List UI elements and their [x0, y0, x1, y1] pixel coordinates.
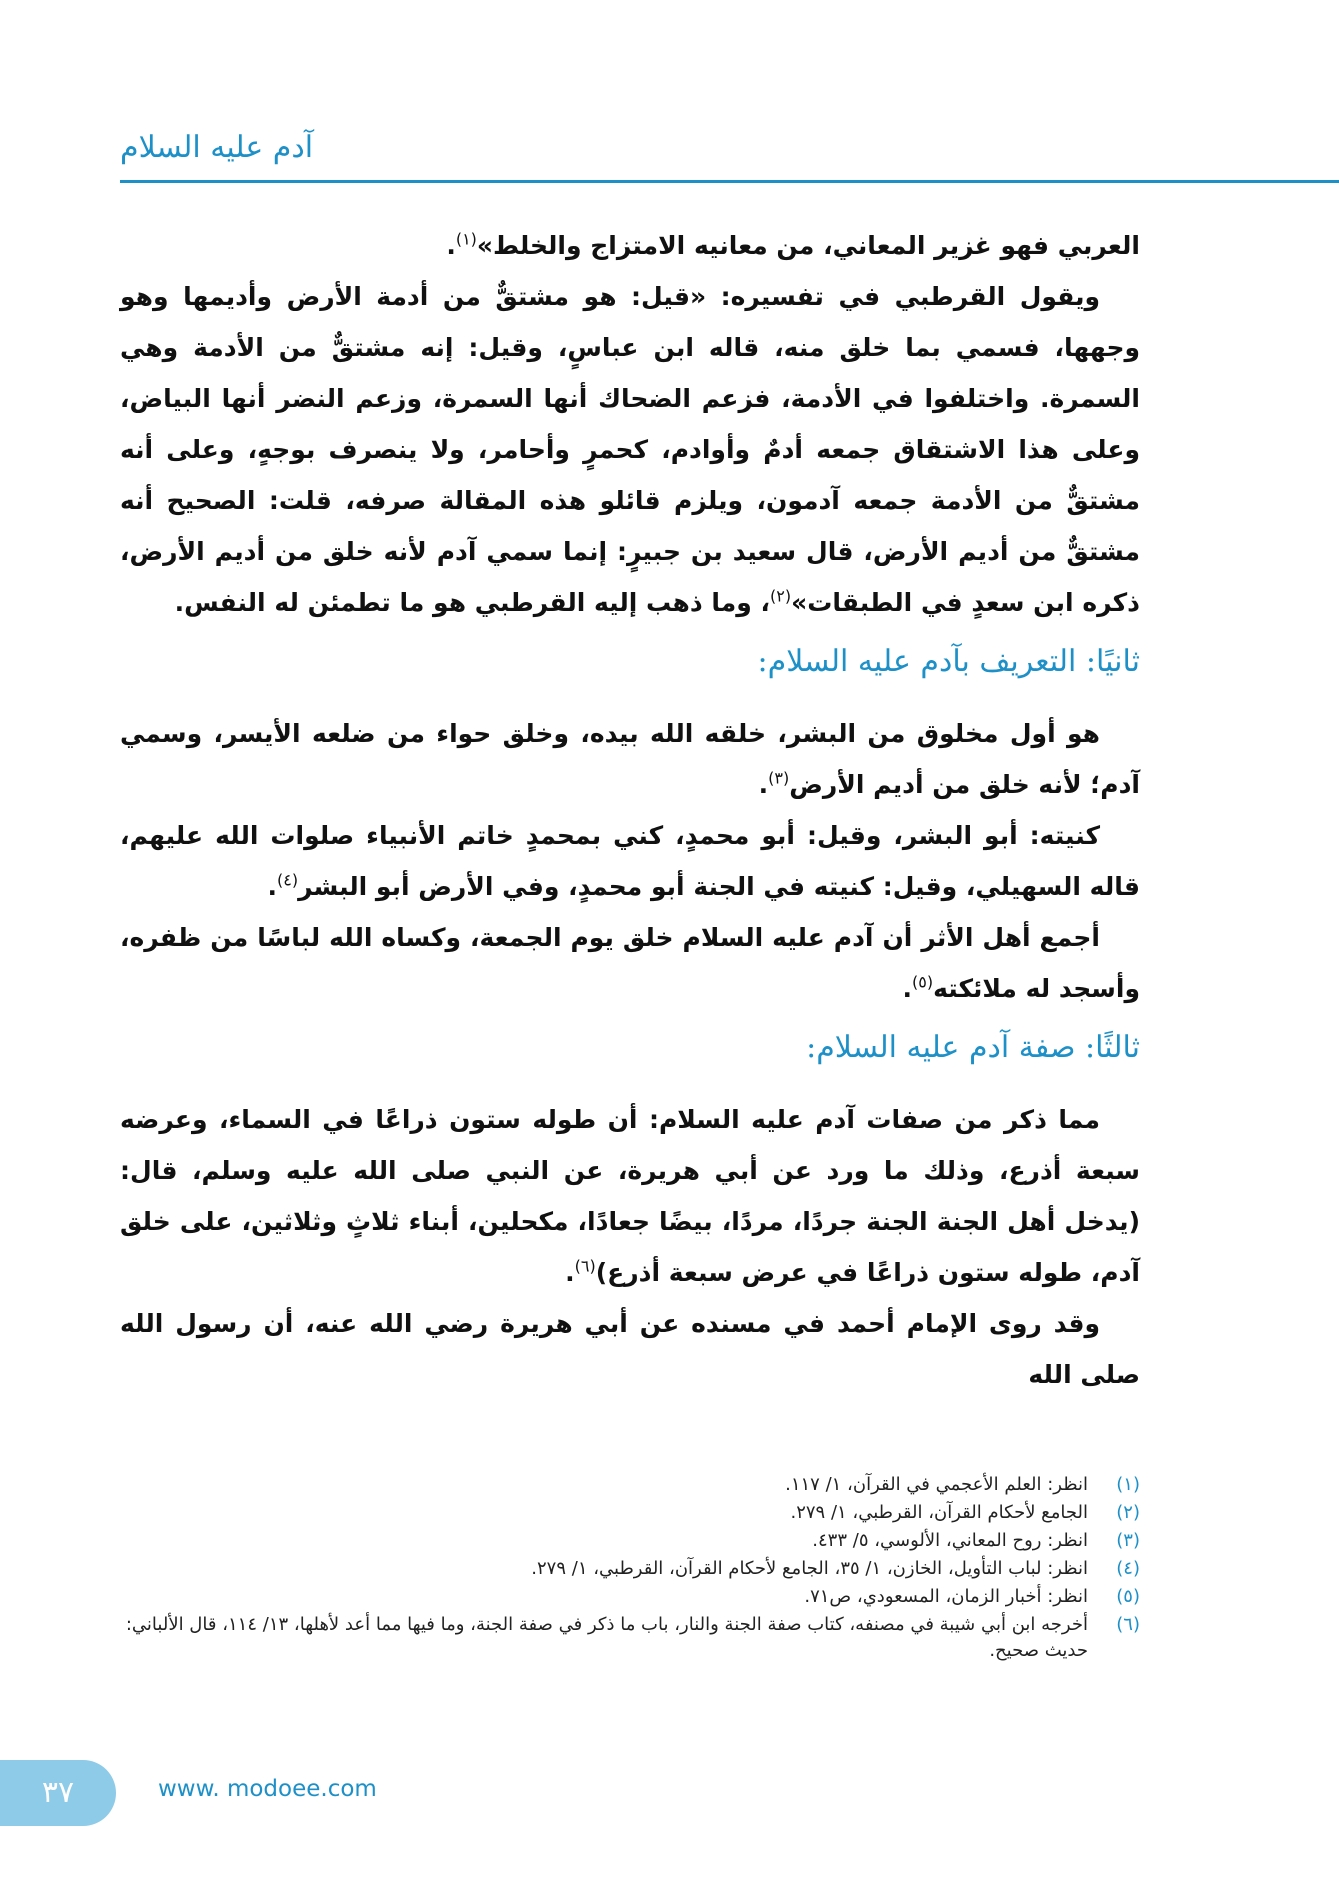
- footnote-number: (٦): [1116, 1614, 1140, 1635]
- paragraph-2-tail: ، وما ذهب إليه القرطبي هو ما تطمئن له النفس.: [174, 588, 770, 617]
- footnote-ref-4: (٤): [276, 870, 299, 890]
- section-heading-2: ثانيًا: التعريف بآدم عليه السلام:: [757, 644, 1140, 679]
- period: .: [902, 974, 913, 1003]
- footnote-ref-1: (١): [455, 229, 477, 249]
- footnote-number: (٥): [1116, 1586, 1140, 1607]
- footnote-1: [120, 1472, 1140, 1498]
- running-header-title: آدم عليه السلام: [120, 130, 314, 165]
- period: .: [267, 872, 277, 901]
- footnote-number: (٤): [1116, 1558, 1140, 1579]
- paragraph-2-text: ويقول القرطبي في تفسيره: «قيل: هو مشتقٌّ من أدمة الأرض وأديمها وهو وجهها، فسمي بما خلق منه، قاله ابن عباسٍ، وقيل: إنه مشتقٌّ من الأدمة وهي السمرة. واختلفوا في الأدمة، فزعم الضحاك أنها السمرة، وزعم النضر أنها البياض، وعلى هذا الاشتقاق جمعه أدمٌ وأوادم، كحمرٍ وأحامر، ولا ينصرف بوجهٍ، وعلى أنه مشتقٌّ من الأدمة جمعه آدمون، ويلزم قائلو هذه المقالة صرفه، قلت: الصحيح أنه مشتقٌّ من أديم الأرض، قال سعيد بن جبيرٍ: إنما سمي آدم لأنه خلق من أديم الأرض، ذكره ابن سعدٍ في الطبقات»: [120, 282, 1140, 617]
- footnote-number: (١): [1116, 1474, 1140, 1495]
- paragraph-7: [120, 1298, 1140, 1400]
- header-divider: [120, 180, 1339, 183]
- page-number-badge: ٣٧: [0, 1760, 116, 1826]
- hadith-quote: (يدخل أهل الجنة الجنة جردًا، مردًا، بيضًا جعادًا، مكحلين، أبناء ثلاثٍ وثلاثين، على خلق آدم، طوله ستون ذراعًا في عرض سبعة أذرع): [120, 1207, 1140, 1287]
- paragraph-1-text: العربي فهو غزير المعاني، من معانيه الامتزاج والخلط»: [476, 231, 1140, 260]
- footnote-text: انظر: روح المعاني، الألوسي، ٥/ ٤٣٣.: [812, 1530, 1088, 1551]
- paragraph-6: [120, 1094, 1140, 1298]
- footnote-2: [120, 1500, 1140, 1526]
- footnote-ref-6: (٦): [574, 1256, 596, 1276]
- footnote-text: انظر: لباب التأويل، الخازن، ١/ ٣٥، الجامع لأحكام القرآن، القرطبي، ١/ ٢٧٩.: [531, 1558, 1088, 1579]
- footnote-6: [120, 1612, 1140, 1664]
- period: .: [446, 231, 456, 260]
- period: .: [758, 770, 769, 799]
- footnote-text: انظر: أخبار الزمان، المسعودي، ص٧١.: [804, 1586, 1088, 1607]
- main-body: [120, 220, 1140, 1400]
- footnote-number: (٣): [1116, 1530, 1140, 1551]
- paragraph-4-text: كنيته: أبو البشر، وقيل: أبو محمدٍ، كني بمحمدٍ خاتم الأنبياء صلوات الله عليهم، قاله السهيلي، وقيل: كنيته في الجنة أبو محمدٍ، وفي الأرض أبو البشر: [120, 821, 1140, 901]
- footnote-ref-3: (٣): [768, 768, 790, 788]
- footnote-number: (٢): [1116, 1502, 1140, 1523]
- footnote-4: [120, 1556, 1140, 1582]
- website-link[interactable]: www. modoee.com: [158, 1776, 377, 1802]
- footnotes-section: [120, 1472, 1140, 1666]
- footnote-3: [120, 1528, 1140, 1554]
- footnote-text: انظر: العلم الأعجمي في القرآن، ١/ ١١٧.: [785, 1474, 1088, 1495]
- paragraph-3-text: هو أول مخلوق من البشر، خلقه الله بيده، وخلق حواء من ضلعه الأيسر، وسمي آدم؛ لأنه خلق من أديم الأرض: [120, 719, 1140, 799]
- paragraph-3: [120, 708, 1140, 810]
- paragraph-2: [120, 271, 1140, 628]
- paragraph-6-text: مما ذكر من صفات آدم عليه السلام: أن طوله ستون ذراعًا في السماء، وعرضه سبعة أذرع، وذلك ما ورد عن أبي هريرة، عن النبي صلى الله عليه وسلم، قال:: [120, 1105, 1140, 1185]
- footnote-text: أخرجه ابن أبي شيبة في مصنفه، كتاب صفة الجنة والنار، باب ما ذكر في صفة الجنة، وما فيها مما أعد لأهلها، ١٣/ ١١٤، قال الألباني: حديث صحيح.: [125, 1614, 1088, 1661]
- paragraph-1: [120, 220, 1140, 271]
- footnote-5: [120, 1584, 1140, 1610]
- footnote-ref-2: (٢): [769, 586, 792, 606]
- footnote-ref-5: (٥): [912, 972, 934, 992]
- paragraph-5: [120, 912, 1140, 1014]
- section-heading-3: ثالثًا: صفة آدم عليه السلام:: [806, 1030, 1140, 1065]
- paragraph-5-text: أجمع أهل الأثر أن آدم عليه السلام خلق يوم الجمعة، وكساه الله لباسًا من ظفره، وأسجد له ملائكته: [120, 923, 1140, 1003]
- period: .: [565, 1258, 575, 1287]
- paragraph-7-text: وقد روى الإمام أحمد في مسنده عن أبي هريرة رضي الله عنه، أن رسول الله صلى الله: [120, 1309, 1140, 1389]
- footnote-text: الجامع لأحكام القرآن، القرطبي، ١/ ٢٧٩.: [790, 1502, 1088, 1523]
- paragraph-4: [120, 810, 1140, 912]
